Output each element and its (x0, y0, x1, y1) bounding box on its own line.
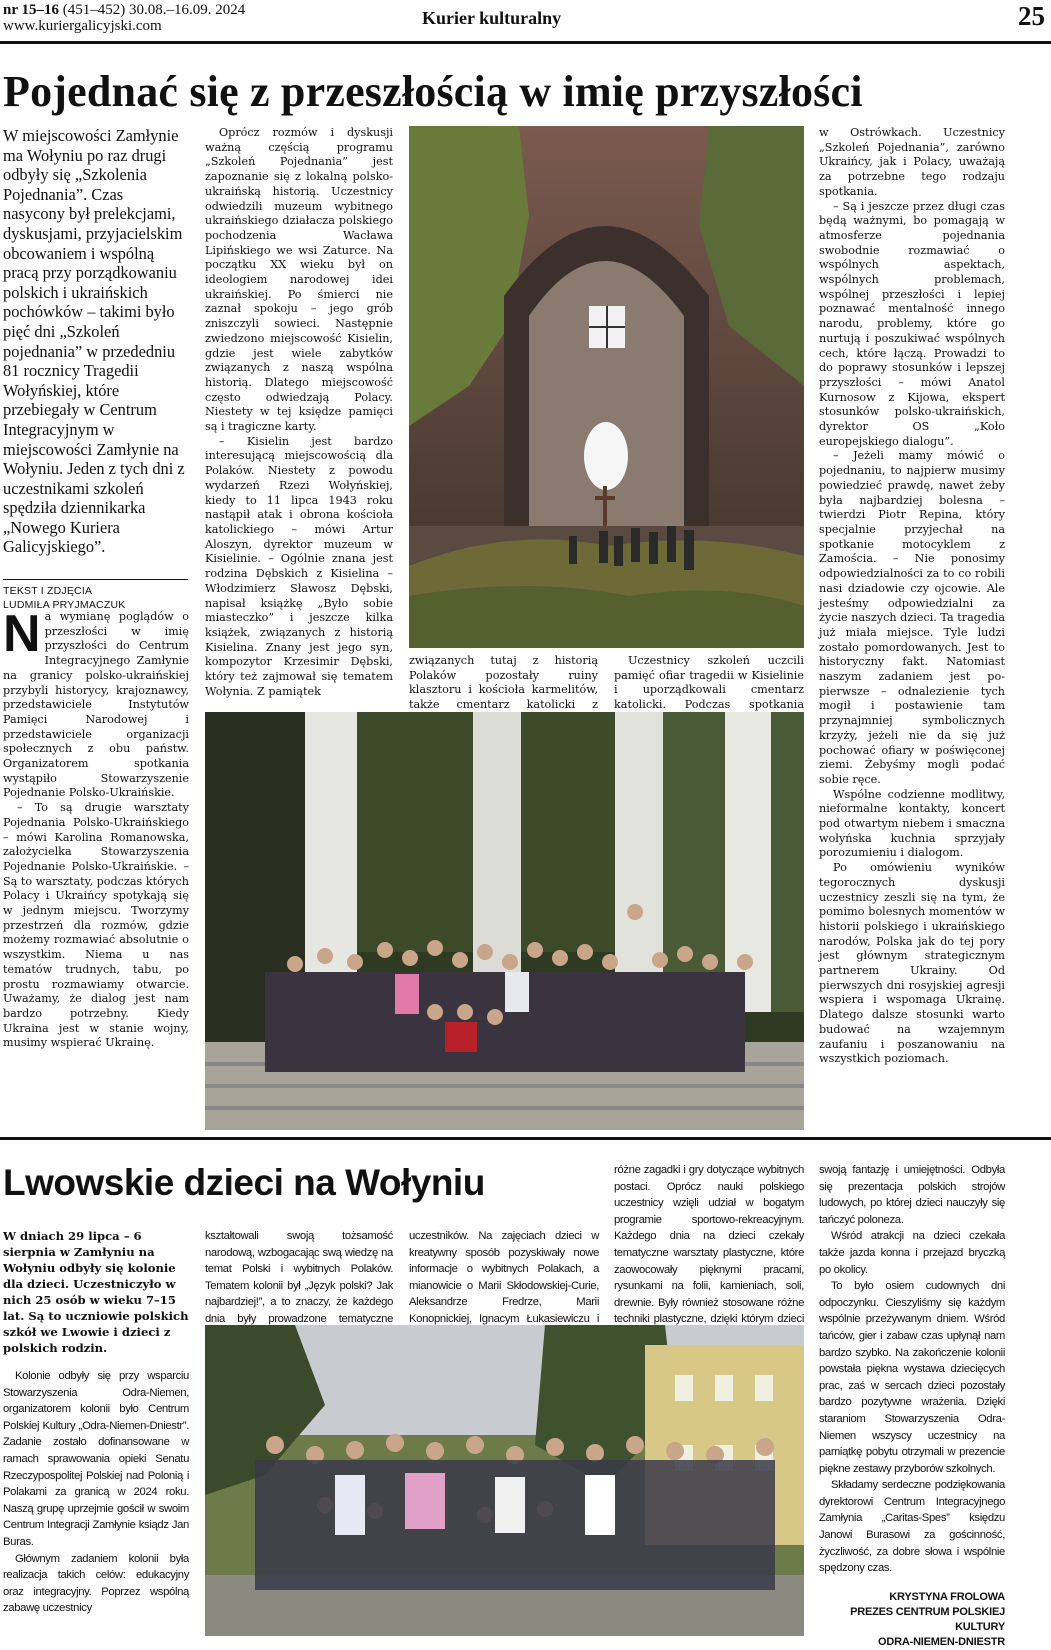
col2-para1: Oprócz rozmów i dyskusji ważną częścią programu „Szkoleń Pojednania” jest zapoznanie się z lokalną polsko-ukraińską historią. Uczestnicy odwiedzili muzeum wybitnego ukraińskiego działacza polskiego pochodzenia Wacława Lipińskiego we wsi Zaturce. Na początku XX wieku był on ideologiem narodowej idei ukraińskiej. Po śmierci nie zaznał spokoju – jego grób zniszczyli sowieci. Następnie zwiedzono miejscowość Kisielin, gdzie jest wiele zabytków związanych z naszą wspólna historią. Dlatego miejscowość często odwiedzają Polacy. Niestety w tej księdze pamięci są i tragiczne karty. (205, 126, 393, 434)
group-photo-illustration (205, 712, 804, 1130)
col5-para1: w Ostrówkach. Uczestnicy „Szkoleń Pojednania”, zarówno Ukraińcy, jak i Polacy, uważają za potrzebne tego rodzaju spotkania. (819, 126, 1005, 198)
col1-para2: – To są drugie warsztaty Pojednania Polsko-Ukraińskiego – mówi Karolina Romanowska, założycielka Stowarzyszenia Pojednanie Polsko-Ukraińskie. – Są to warsztaty, podczas których Polacy i Ukraińcy spotykają się w jednym miejscu. Tworzymy przestrzeń dla rozmów, gdzie możemy rozmawiać absolutnie o wszystkim. Niema u nas tematów trudnych, tabu, po prostu rozmawiamy otwarcie. Uważamy, że dialog jest nam bardzo potrzebny. Kiedy Ukraina jest w stanie wojny, musimy wspierać Ukrainę. (3, 801, 189, 1050)
article2-col1 (3, 1368, 189, 1617)
article2-col5 (819, 1162, 1005, 1577)
a2-col5-para4: Składamy serdeczne podziękowania dyrektorowi Centrum Integracyjnego Zamłynia „Caritas-Spes” księdzu Janowi Burasowi za gościnność, życzliwość, za dobre słowa i wspólnie spędzony czas. (819, 1479, 1005, 1575)
signature-name: KRYSTYNA FROLOWA (889, 1591, 1005, 1603)
article2-lead: W dniach 29 lipca – 6 sierpnia w Zamłyniu na Wołyniu odbyły się kolonie dla dzieci. Uczestniczyło w nich 25 osób w wieku 7–15 lat. Są to uczniowie polskich szkół we Lwowie i dzieci z polskich rodzin. (3, 1229, 189, 1355)
a2-col3-para1: uczestników. Na zajęciach dzieci w kreatywny sposób pozyskiwały nowe informacje o wybitnych Polakach, a mianowicie o Marii Skłodowskiej-Curie, Aleksandrze Fredrze, Marii Konopnickiej, Ignacym Łukasiewiczu i (409, 1230, 599, 1325)
col5-para5: Po omówieniu wyników tegorocznych dyskusji uczestnicy zeszli się na tym, że pomimo bolesnych momentów w historii polskiego i ukraińskiego narodów, Polska jak do tej pory jest głównym strategicznym partnerem Ukrainy. Od pierwszych dni rosyjskiej agresji wspiera i wspomaga Ukrainę. Dlatego dalsze stosunki warto budować na wzajemnym zaufaniu i poszanowaniu na wszystkich poziomach. (819, 861, 1005, 1066)
issue-details: (451–452) 30.08.–16.09. 2024 (62, 2, 246, 18)
article1-title: Pojednać się z przeszłością w imię przyszłości (3, 67, 863, 116)
article2-title: Lwowskie dzieci na Wołyniu (3, 1162, 485, 1203)
signature-role: PREZES CENTRUM POLSKIEJ KULTURY (850, 1606, 1005, 1633)
byline-label: TEKST I ZDJĘCIA (3, 585, 93, 597)
children-group-photo (205, 1325, 804, 1636)
article2-signature (805, 1590, 1005, 1650)
article-divider (0, 1137, 1051, 1140)
col4-para1: Uczestnicy szkoleń uczcili pamięć ofiar tragedii w Kisielinie i uporządkowali cmentarz katolicki. Podczas spotkania (614, 654, 804, 712)
col5-para2: – Są i jeszcze przez długi czas będą ważnymi, bo pomagają w atmosferze pojednania swobodnie rozmawiać o wspólnych aspektach, wspólnych problemach, wspólnej przeszłości i lepiej poznawać mentalność innego narodu, problemy, które go nurtują i poszukiwać wspólnych cech, które łączą. Prowadzi to do poprawy stosunków i lepszej przyszłości – mówi Anatol Kurnosow z Kijowa, ekspert stosunków polsko-ukraińskich, dyrektor OS „Koło europejskiego dialogu”. (819, 199, 1005, 448)
col3-para1: związanych tutaj z historią Polaków pozostały ruiny klasztoru i kościoła karmelitów, także cmentarz katolicki z (409, 654, 598, 712)
article1-col2 (205, 126, 393, 699)
col5-para3: – Jeżeli mamy mówić o pojednaniu, to najpierw musimy powiedzieć prawdę, nawet żeby była najbardziej bolesna – twierdzi Piotr Repina, który specjalnie przyjechał na spotkanie motocyklem z Zamościa. – Nie ponosimy odpowiedzialności za to co robili nasi dziadowie czy ojcowie. Ale jesteśmy odpowiedzialni za życie naszych dzieci. Ta tragedia już miała miejsce. Tyle ludzi zostało pomordowanych. Jest to historyczny fakt. Natomiast naszym zadaniem jest po-pierwsze – odnalezienie tych mogił i postawienie tam przynajmniej symbolicznych krzyży, jeżeli nie da się już pochować ofiary w poświęconej ziemi. Żebyśmy mogli podać sobie ręce. (819, 449, 1005, 786)
children-photo-illustration (205, 1325, 804, 1636)
signature-org: ODRA-NIEMEN-DNIESTR (878, 1636, 1005, 1648)
a2-col4-para1: różne zagadki i gry dotyczące wybitnych postaci. Oprócz nauki polskiego uczestnicy wzięli udział w bogatym programie sportowo-rekreacyjnym. Każdego dnia na dzieci czekały tematyczne warsztaty plastyczne, które zaowocowały pięknymi pracami, rysunkami na folii, kamieniach, soli, drewnie. Były również stosowane różne techniki plastyczne, dzięki którym dzieci (614, 1164, 804, 1326)
a2-col5-para2: Wśród atrakcji na dzieci czekała także jazda konna i przejazd bryczką po okolicy. (819, 1230, 1005, 1276)
issue-line (3, 2, 245, 19)
byline-rule (3, 579, 188, 580)
a2-col5-para1: swoją fantazję i umiejętności. Odbyła się prezentacja polskich strojów ludowych, po której dzieci nauczyły się tańczyć poloneza. (819, 1164, 1005, 1226)
a2-col1-para1: Kolonie odbyły się przy wsparciu Stowarzyszenia Odra-Niemen, organizatorem kolonii było Centrum Polskiej Kultury „Odra-Niemen-Dniestr”. Zadanie zostało dofinansowane w ramach sprawowania opieki Senatu Rzeczypospolitej Polskiej nad Polonią i Polakami za granicą w 2024 roku. Naszą grupę uprzejmie gościł w swoim Centrum Integracji Zamłynie ksiądz Jan Buras. (3, 1370, 189, 1548)
section-title: Kurier kulturalny (422, 8, 562, 28)
website-link[interactable]: www.kuriergalicyjski.com (3, 18, 162, 34)
dropcap: N (3, 605, 41, 663)
byline-author: LUDMIŁA PRYJMACZUK (3, 599, 126, 611)
issue-number: nr 15–16 (3, 2, 59, 18)
article1-lead: W miejscowości Zamłynie ma Wołyniu po raz drugi odbyły się „Szkolenia Pojednania”. Czas nasycony był prelekcjami, dyskusjami, przyjacielskim obcowaniem i wspólną pracą przy porządkowaniu polskich i ukraińskich pochówków – takimi było pięć dni „Szkoleń pojednania” w przededniu 81 rocznicy Tragedii Wołyńskiej, które przebiegały w Centrum Integracyjnym w miejscowości Zamłynie na Wołyniu. Jeden z tych dni z uczestnikami szkoleń spędziła dziennikarka „Nowego Kuriera Galicyjskiego”. (3, 126, 185, 557)
header-rule (0, 41, 1051, 44)
col2-para2: – Kisielin jest bardzo interesującą miejscowością dla Polaków. Niestety z powodu wydarzeń Rzezi Wołyńskiej, kiedy to 11 lipca 1943 roku nastąpił atak i obrona kościoła katolickiego – mówi Artur Aloszyn, dyrektor muzeum w Kisielinie. – Ogólnie znana jest rodzina Dębskich z Kisielina – Włodzimierz Sławosz Dębski, napisał książkę „Było sobie miasteczko” i jeszcze kilka książek, związanych z historią Kisielina. Znany jest jego syn, kompozytor Krzesimir Dębski, który też zajmował się tematem Wołynia. Z pamiątek (205, 434, 393, 698)
a2-col2-para1: kształtowali swoją tożsamość narodową, wzbogacając swą wiedzę na temat Polski i wybitnych Polaków. Tematem kolonii był „Język polski? Jak najbardziej!”, a to znaczy, że każdego dnia były prowadzone tematyczne (205, 1230, 393, 1325)
col1-para1-text: a wymianę poglądów o przeszłości w imię przyszłości do Centrum Integracyjnego Zamłynie na granicy polsko-ukraińskiej przybyli historycy, krajoznawcy, przedstawiciele Instytutów Pamięci Narodowej i przedstawiciele organizacji społecznych z obu państw. Organizatorem spotkania wystąpiło Stowarzyszenie Pojednanie Polsko-Ukraińskie. (3, 610, 189, 800)
a2-col5-para3: To było osiem cudownych dni odpoczynku. Cieszyliśmy się każdym wspólnie przeżywanym dniem. Wśród tańców, gier i zabaw czas upłynął nam bardzo szybko. Na zakończenie kolonii powstała piękna wystawa dziecięcych prac, zaś w sercach dzieci pozostały bardzo pozytywne wrażenia. Dzięki staraniom Stowarzyszenia Odra-Niemen wszyscy uczestnicy na pamiątkę pobytu otrzymali w prezencie piękne zestawy przyborów szkolnych. (819, 1280, 1005, 1475)
group-photo (205, 712, 804, 1130)
col5-para4: Wspólne codzienne modlitwy, nieformalne kontakty, koncert pod otwartym niebem i smaczna wołyńska kuchnia sprzyjały porozumieniu i dialogom. (819, 787, 1005, 860)
church-ruin-illustration (409, 126, 804, 648)
article2-col4 (614, 1162, 804, 1345)
page-number: 25 (1018, 1, 1045, 31)
article1-col5 (819, 126, 1005, 1067)
church-ruin-photo (409, 126, 804, 648)
a2-col1-para2: Głównym zadaniem kolonii była realizacja takich celów: edukacyjny oraz integracyjny. Poprzez wspólną zabawę uczestnicy (3, 1552, 189, 1615)
